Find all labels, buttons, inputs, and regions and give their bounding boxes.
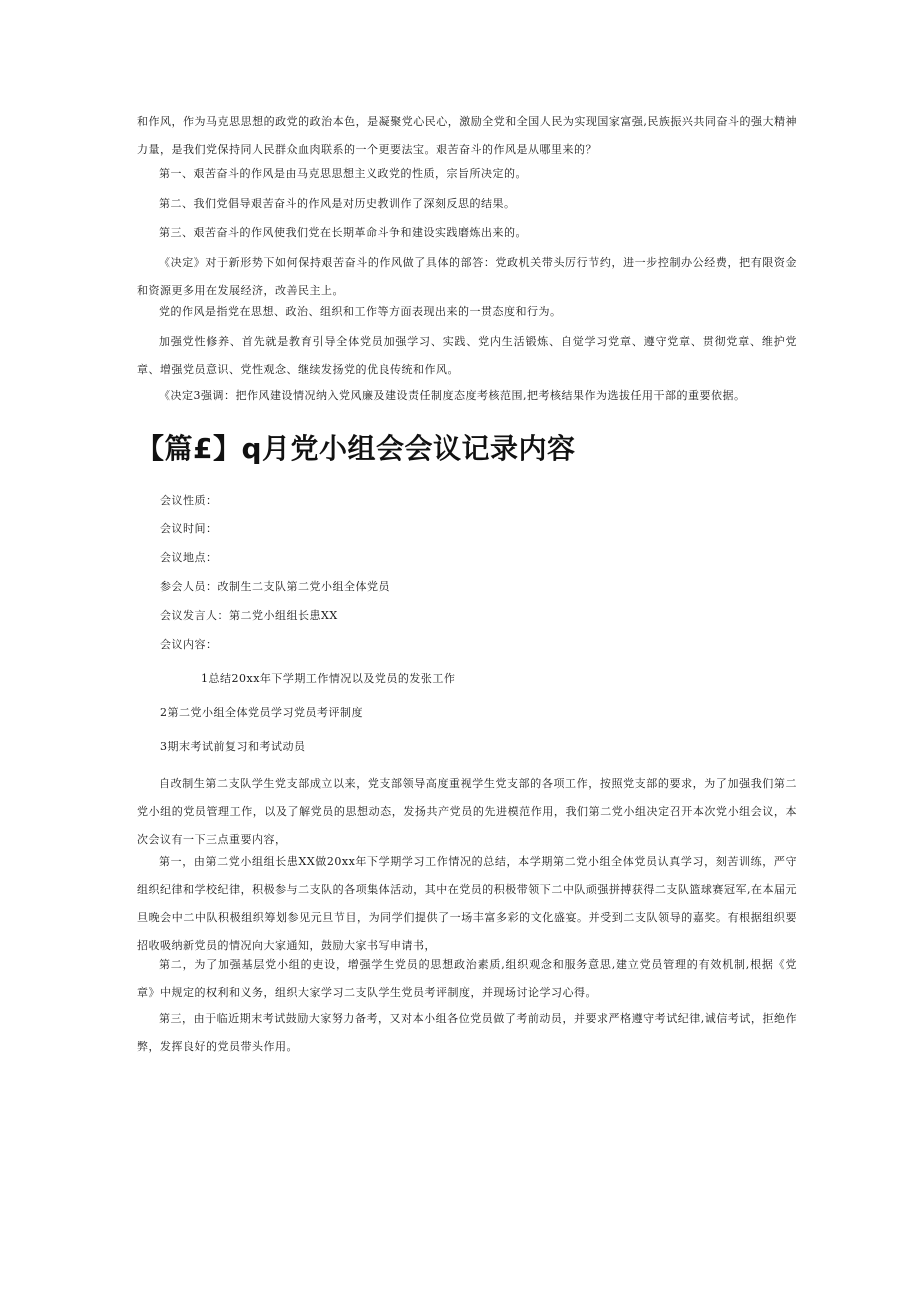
body-paragraph-1: 自改制生第二支队学生党支部成立以来，党支部领导高度重视学生党支部的各项工作，按照党支部的要求，为了加强我们第二党小组的党员管理工作，以及了解党员的思想动态，发扬共产党员的先进模范作用，我们第二党小组决定召开本次党小组会议，本次会议有一下三点重要内容， xyxy=(137,777,797,846)
intro-paragraph-4: 第三、艰苦奋斗的作风使我们党在长期革命斗争和建设实践磨炼出来的。 xyxy=(159,226,527,239)
meeting-speaker: 会议发言人：第二党小组组长患XX xyxy=(160,609,338,622)
intro-paragraph-8: 《决定3强调：把作风建设情况纳入党风廉及建设责任制度态度考核范围,把考核结果作为选拔任用干部的重要依据。 xyxy=(159,389,746,402)
body-paragraph-4: 第三，由于临近期末考试鼓励大家努力备考，又对本小组各位党员做了考前动员，并要求严格遵守考试纪律,诚信考试，拒绝作弊，发挥良好的党员带头作用。 xyxy=(137,1012,797,1053)
meeting-time: 会议时间： xyxy=(160,522,218,535)
agenda-item-1: 1总结20xx年下学期工作情况以及党员的发张工作 xyxy=(201,672,456,685)
intro-paragraph-6: 党的作风是指党在思想、政治、组织和工作等方面表现出来的一贯态度和行为。 xyxy=(159,305,562,318)
body-paragraph-2: 第一，由第二党小组组长患XX做20xx年下学期学习工作情况的总结，本学期第二党小组全体党员认真学习，刻苦训练，严守组织纪律和学校纪律，积极参与二支队的各项集体活动，其中在党员的积极带领下二中队顽强拼搏获得二支队篮球赛冠军,在本届元旦晚会中二中队积极组织筹划参见元旦节目，为同学们提供了一场丰富多彩的文化盛宴。并受到二支队领导的嘉奖。有根据组织要招收吸纳新党员的情况向大家通知，鼓励大家书写申请书， xyxy=(137,855,797,952)
meeting-attendees: 参会人员：改制生二支队第二党小组全体党员 xyxy=(160,580,390,593)
meeting-content-label: 会议内容： xyxy=(160,638,218,651)
intro-paragraph-3: 第二、我们党倡导艰苦奋斗的作风是对历史教训作了深刻反思的结果。 xyxy=(159,197,516,210)
section-title: 【篇£】q月党小组会会议记录内容 xyxy=(136,432,576,465)
agenda-item-2: 2第二党小组全体党员学习党员考评制度 xyxy=(160,706,363,719)
intro-paragraph-7: 加强党性修养、首先就是教育引导全体党员加强学习、实践、党内生活锻炼、自觉学习党章、遵守党章、贯彻党章、维护党章、增强党员意识、党性观念、继续发扬党的优良传统和作风。 xyxy=(137,335,797,376)
agenda-item-3: 3期末考试前复习和考试动员 xyxy=(160,740,306,753)
intro-paragraph-2: 第一、艰苦奋斗的作风是由马克思思想主义政党的性质，宗旨所决定的。 xyxy=(159,167,527,180)
meeting-place: 会议地点： xyxy=(160,551,218,564)
meeting-nature: 会议性质： xyxy=(160,494,218,507)
intro-paragraph-1: 和作风，作为马克思思想的政党的政治本色，是凝聚党心民心，激励全党和全国人民为实现国家富强,民族振兴共同奋斗的强大精神力量，是我们党保持同人民群众血肉联系的一个更要法宝。艰苦奋斗的作风是从哪里来的？ xyxy=(137,115,797,156)
intro-paragraph-5: 《决定》对于新形势下如何保持艰苦奋斗的作风做了具体的部答：党政机关带头厉行节约，进一步控制办公经费，把有限资金和资源更多用在发展经济，改善民主上。 xyxy=(137,256,797,297)
body-paragraph-3: 第二，为了加强基层党小组的吏设，增强学生党员的思想政治素质,组织观念和服务意思,建立党员管理的有效机制,根据《党章》中规定的权利和义务，组织大家学习二支队学生党员考评制度，并现场讨论学习心得。 xyxy=(137,958,797,999)
